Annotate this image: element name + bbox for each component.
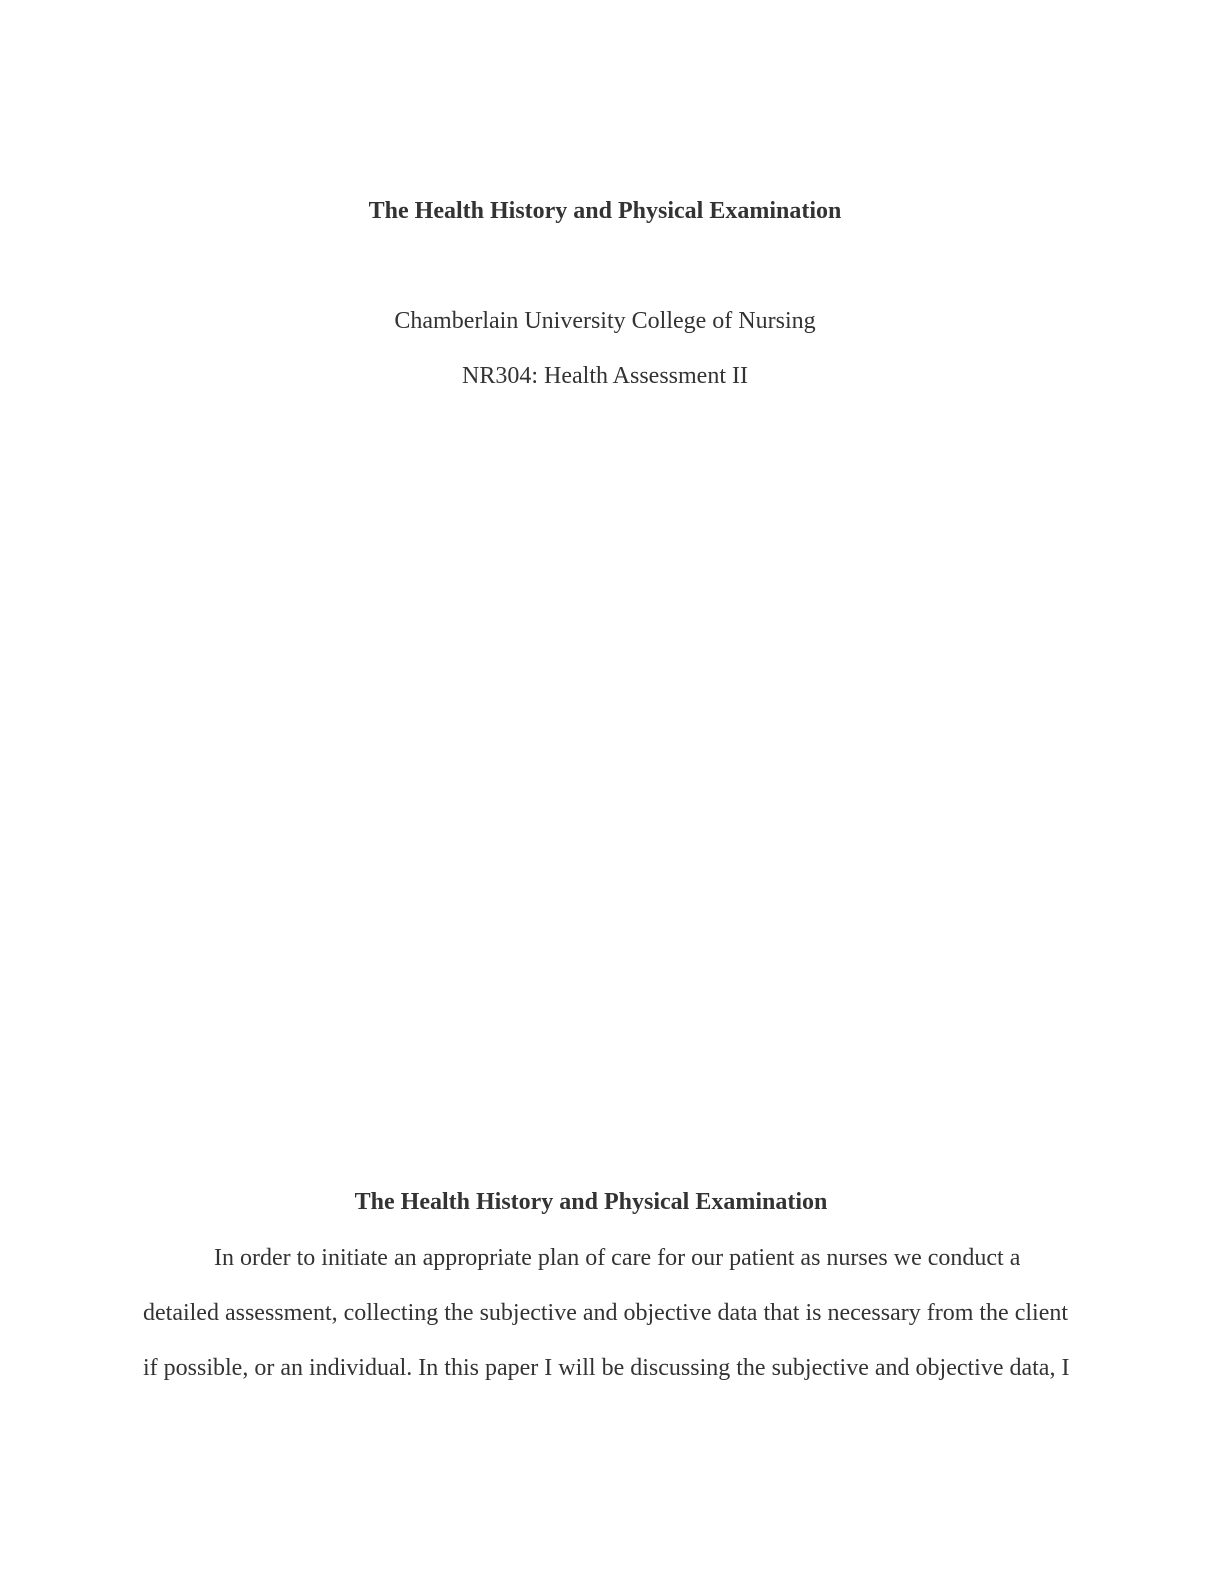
paragraph-line: detailed assessment, collecting the subjective and objective data that is necessary from the client (143, 1300, 1069, 1326)
paragraph-line: if possible, or an individual. In this paper I will be discussing the subjective and objective data, I (143, 1355, 1070, 1381)
body-title: The Health History and Physical Examination (354, 1189, 828, 1215)
paragraph-line: In order to initiate an appropriate plan of care for our patient as nurses we conduct a (214, 1245, 1021, 1271)
course-name: NR304: Health Assessment II (462, 363, 748, 389)
institution-name: Chamberlain University College of Nursing (394, 308, 816, 334)
cover-title: The Health History and Physical Examination (368, 198, 842, 224)
